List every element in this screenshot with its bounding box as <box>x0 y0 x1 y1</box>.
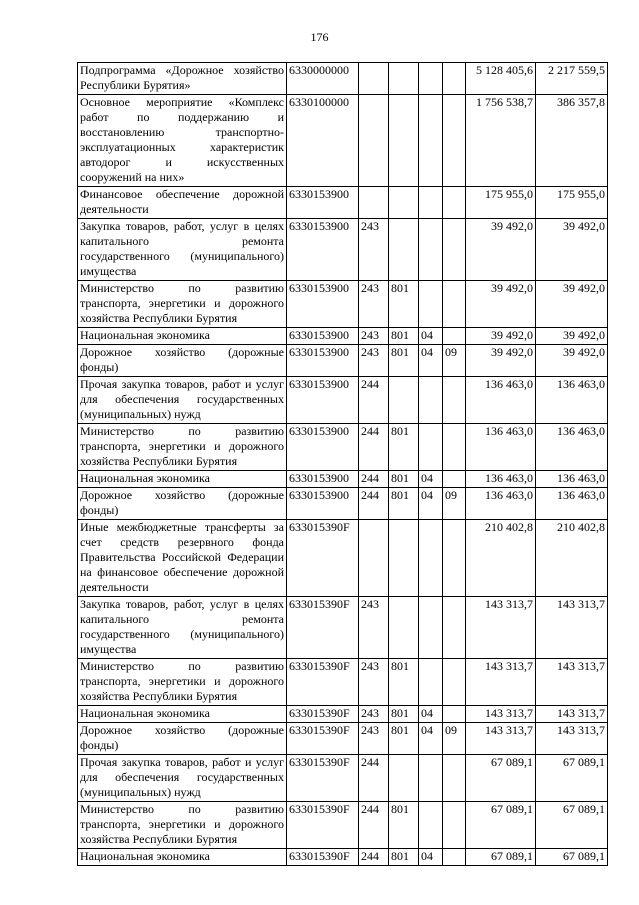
expense-type-cell: 243 <box>359 597 389 659</box>
amount-year1-cell: 136 463,0 <box>466 471 536 488</box>
target-article-cell: 6330153900 <box>287 219 359 281</box>
amount-year2-cell: 67 089,1 <box>536 802 608 849</box>
expense-type-cell <box>359 63 389 95</box>
amount-year1-cell: 143 313,7 <box>466 706 536 723</box>
amount-year1-cell: 67 089,1 <box>466 755 536 802</box>
row-name-cell: Основное мероприятие «Комплекс работ по поддержанию и восстановлению транспортно-эксплуатационных характеристик автодорог и искусственных сооружений на них» <box>78 95 287 187</box>
subsection-cell <box>443 424 466 471</box>
chief-administrator-cell <box>389 377 419 424</box>
amount-year1-cell: 39 492,0 <box>466 345 536 377</box>
subsection-cell <box>443 95 466 187</box>
subsection-cell <box>443 187 466 219</box>
subsection-cell <box>443 377 466 424</box>
amount-year1-cell: 143 313,7 <box>466 659 536 706</box>
subsection-cell <box>443 328 466 345</box>
row-name-cell: Министерство по развитию транспорта, энергетики и дорожного хозяйства Республики Бурятия <box>78 424 287 471</box>
table-row <box>78 95 608 187</box>
table-row <box>78 219 608 281</box>
row-name-cell: Министерство по развитию транспорта, энергетики и дорожного хозяйства Республики Бурятия <box>78 281 287 328</box>
chief-administrator-cell <box>389 520 419 597</box>
expense-type-cell: 244 <box>359 849 389 866</box>
amount-year1-cell: 136 463,0 <box>466 488 536 520</box>
subsection-cell <box>443 755 466 802</box>
row-name-cell: Прочая закупка товаров, работ и услуг для обеспечения государственных (муниципальных) нужд <box>78 377 287 424</box>
row-name-cell: Дорожное хозяйство (дорожные фонды) <box>78 488 287 520</box>
amount-year1-cell: 143 313,7 <box>466 597 536 659</box>
amount-year1-cell: 1 756 538,7 <box>466 95 536 187</box>
chief-administrator-cell <box>389 63 419 95</box>
amount-year1-cell: 210 402,8 <box>466 520 536 597</box>
table-row <box>78 345 608 377</box>
section-cell: 04 <box>419 328 443 345</box>
row-name-cell: Национальная экономика <box>78 849 287 866</box>
amount-year2-cell: 210 402,8 <box>536 520 608 597</box>
expense-type-cell: 244 <box>359 802 389 849</box>
chief-administrator-cell: 801 <box>389 849 419 866</box>
chief-administrator-cell: 801 <box>389 488 419 520</box>
expense-type-cell: 243 <box>359 659 389 706</box>
amount-year2-cell: 143 313,7 <box>536 597 608 659</box>
target-article-cell: 633015390F <box>287 706 359 723</box>
amount-year1-cell: 136 463,0 <box>466 377 536 424</box>
subsection-cell: 09 <box>443 488 466 520</box>
amount-year1-cell: 39 492,0 <box>466 281 536 328</box>
expense-type-cell: 244 <box>359 488 389 520</box>
section-cell <box>419 755 443 802</box>
row-name-cell: Дорожное хозяйство (дорожные фонды) <box>78 345 287 377</box>
amount-year2-cell: 39 492,0 <box>536 281 608 328</box>
section-cell: 04 <box>419 723 443 755</box>
expense-type-cell: 244 <box>359 755 389 802</box>
amount-year2-cell: 67 089,1 <box>536 849 608 866</box>
expense-type-cell: 243 <box>359 281 389 328</box>
expense-type-cell <box>359 520 389 597</box>
subsection-cell <box>443 659 466 706</box>
section-cell: 04 <box>419 471 443 488</box>
table-row <box>78 424 608 471</box>
target-article-cell: 633015390F <box>287 597 359 659</box>
row-name-cell: Прочая закупка товаров, работ и услуг для обеспечения государственных (муниципальных) нужд <box>78 755 287 802</box>
table-row <box>78 63 608 95</box>
table-row <box>78 849 608 866</box>
section-cell <box>419 597 443 659</box>
subsection-cell <box>443 849 466 866</box>
section-cell <box>419 520 443 597</box>
section-cell <box>419 281 443 328</box>
expense-type-cell: 244 <box>359 377 389 424</box>
target-article-cell: 6330153900 <box>287 187 359 219</box>
section-cell <box>419 377 443 424</box>
expense-type-cell: 243 <box>359 706 389 723</box>
table-row <box>78 520 608 597</box>
amount-year2-cell: 39 492,0 <box>536 219 608 281</box>
row-name-cell: Иные межбюджетные трансферты за счет средств резервного фонда Правительства Российской Федерации на финансовое обеспечение дорожной деятельности <box>78 520 287 597</box>
chief-administrator-cell: 801 <box>389 471 419 488</box>
chief-administrator-cell: 801 <box>389 706 419 723</box>
table-row <box>78 377 608 424</box>
expense-type-cell: 243 <box>359 328 389 345</box>
subsection-cell: 09 <box>443 345 466 377</box>
chief-administrator-cell: 801 <box>389 345 419 377</box>
amount-year2-cell: 136 463,0 <box>536 424 608 471</box>
target-article-cell: 633015390F <box>287 659 359 706</box>
section-cell: 04 <box>419 488 443 520</box>
amount-year1-cell: 5 128 405,6 <box>466 63 536 95</box>
amount-year2-cell: 67 089,1 <box>536 755 608 802</box>
table-row <box>78 706 608 723</box>
section-cell <box>419 424 443 471</box>
row-name-cell: Финансовое обеспечение дорожной деятельности <box>78 187 287 219</box>
expense-type-cell: 244 <box>359 471 389 488</box>
table-row <box>78 755 608 802</box>
subsection-cell <box>443 706 466 723</box>
target-article-cell: 633015390F <box>287 520 359 597</box>
amount-year2-cell: 136 463,0 <box>536 471 608 488</box>
amount-year2-cell: 143 313,7 <box>536 723 608 755</box>
expense-type-cell <box>359 95 389 187</box>
subsection-cell <box>443 219 466 281</box>
amount-year1-cell: 39 492,0 <box>466 219 536 281</box>
table-row <box>78 471 608 488</box>
chief-administrator-cell: 801 <box>389 328 419 345</box>
budget-table <box>77 62 608 866</box>
page-number: 176 <box>310 30 329 44</box>
amount-year2-cell: 386 357,8 <box>536 95 608 187</box>
table-row <box>78 597 608 659</box>
table-row <box>78 488 608 520</box>
subsection-cell <box>443 802 466 849</box>
chief-administrator-cell <box>389 95 419 187</box>
target-article-cell: 6330153900 <box>287 281 359 328</box>
row-name-cell: Министерство по развитию транспорта, энергетики и дорожного хозяйства Республики Бурятия <box>78 659 287 706</box>
subsection-cell <box>443 520 466 597</box>
row-name-cell: Национальная экономика <box>78 471 287 488</box>
amount-year2-cell: 2 217 559,5 <box>536 63 608 95</box>
section-cell: 04 <box>419 706 443 723</box>
section-cell <box>419 95 443 187</box>
amount-year2-cell: 143 313,7 <box>536 659 608 706</box>
target-article-cell: 6330153900 <box>287 471 359 488</box>
row-name-cell: Подпрограмма «Дорожное хозяйство Республики Бурятия» <box>78 63 287 95</box>
section-cell: 04 <box>419 345 443 377</box>
amount-year2-cell: 136 463,0 <box>536 377 608 424</box>
amount-year2-cell: 39 492,0 <box>536 328 608 345</box>
amount-year2-cell: 175 955,0 <box>536 187 608 219</box>
subsection-cell <box>443 281 466 328</box>
chief-administrator-cell <box>389 755 419 802</box>
expense-type-cell: 243 <box>359 345 389 377</box>
subsection-cell <box>443 471 466 488</box>
amount-year2-cell: 136 463,0 <box>536 488 608 520</box>
amount-year2-cell: 143 313,7 <box>536 706 608 723</box>
section-cell <box>419 802 443 849</box>
chief-administrator-cell: 801 <box>389 424 419 471</box>
subsection-cell: 09 <box>443 723 466 755</box>
row-name-cell: Закупка товаров, работ, услуг в целях капитального ремонта государственного (муниципального) имущества <box>78 219 287 281</box>
target-article-cell: 6330000000 <box>287 63 359 95</box>
chief-administrator-cell: 801 <box>389 802 419 849</box>
table-row <box>78 187 608 219</box>
section-cell <box>419 219 443 281</box>
amount-year2-cell: 39 492,0 <box>536 345 608 377</box>
row-name-cell: Национальная экономика <box>78 328 287 345</box>
section-cell: 04 <box>419 849 443 866</box>
chief-administrator-cell <box>389 597 419 659</box>
target-article-cell: 633015390F <box>287 849 359 866</box>
table-row <box>78 802 608 849</box>
amount-year1-cell: 39 492,0 <box>466 328 536 345</box>
target-article-cell: 6330100000 <box>287 95 359 187</box>
chief-administrator-cell <box>389 219 419 281</box>
budget-table-body <box>78 63 608 866</box>
amount-year1-cell: 136 463,0 <box>466 424 536 471</box>
amount-year1-cell: 143 313,7 <box>466 723 536 755</box>
target-article-cell: 6330153900 <box>287 328 359 345</box>
section-cell <box>419 63 443 95</box>
row-name-cell: Национальная экономика <box>78 706 287 723</box>
chief-administrator-cell <box>389 187 419 219</box>
target-article-cell: 6330153900 <box>287 345 359 377</box>
target-article-cell: 633015390F <box>287 755 359 802</box>
subsection-cell <box>443 597 466 659</box>
amount-year1-cell: 67 089,1 <box>466 802 536 849</box>
target-article-cell: 6330153900 <box>287 424 359 471</box>
chief-administrator-cell: 801 <box>389 659 419 706</box>
subsection-cell <box>443 63 466 95</box>
table-row <box>78 328 608 345</box>
target-article-cell: 633015390F <box>287 802 359 849</box>
target-article-cell: 6330153900 <box>287 377 359 424</box>
section-cell <box>419 187 443 219</box>
target-article-cell: 633015390F <box>287 723 359 755</box>
row-name-cell: Дорожное хозяйство (дорожные фонды) <box>78 723 287 755</box>
amount-year1-cell: 175 955,0 <box>466 187 536 219</box>
expense-type-cell <box>359 187 389 219</box>
row-name-cell: Закупка товаров, работ, услуг в целях капитального ремонта государственного (муниципального) имущества <box>78 597 287 659</box>
amount-year1-cell: 67 089,1 <box>466 849 536 866</box>
table-row <box>78 281 608 328</box>
section-cell <box>419 659 443 706</box>
target-article-cell: 6330153900 <box>287 488 359 520</box>
table-row <box>78 659 608 706</box>
expense-type-cell: 243 <box>359 723 389 755</box>
chief-administrator-cell: 801 <box>389 281 419 328</box>
row-name-cell: Министерство по развитию транспорта, энергетики и дорожного хозяйства Республики Бурятия <box>78 802 287 849</box>
chief-administrator-cell: 801 <box>389 723 419 755</box>
table-row <box>78 723 608 755</box>
expense-type-cell: 243 <box>359 219 389 281</box>
expense-type-cell: 244 <box>359 424 389 471</box>
